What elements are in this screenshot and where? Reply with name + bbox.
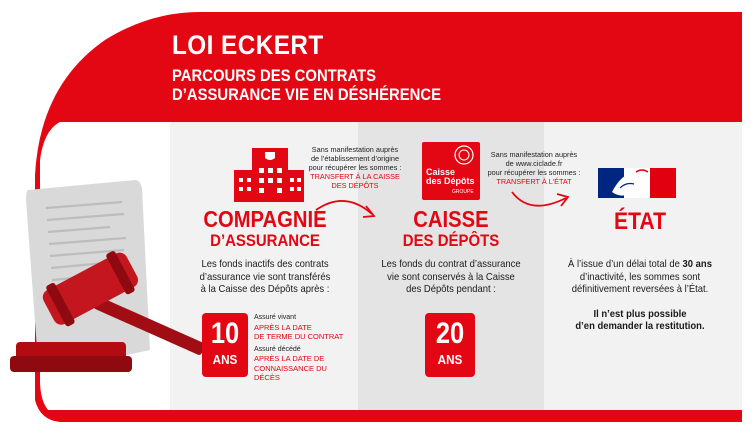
case1-value-2: DE TERME DU CONTRAT [254,332,344,341]
transfer-note-2 [486,150,582,186]
transfer-note-1 [296,145,414,190]
cdc-heading-1: CAISSE [413,206,489,232]
etat-text-1 [564,258,715,271]
transfer1-action1: TRANSFERT À LA CAISSE [310,172,400,181]
transfer2-line2: de www.ciclade.fr [505,159,563,168]
transfer1-action2: DES DÉPÔTS [331,181,379,190]
etat-text [556,258,724,333]
transfer2-line1: Sans manifestation auprès [490,150,578,159]
company-years-badge [202,313,248,377]
subtitle-line2: D’ASSURANCE VIE EN DÉSHÉRENCE [172,86,442,104]
cdc-logo-line2: des Dépôts [426,176,475,186]
case2-label: Assuré décédé [254,345,301,353]
company-text [180,258,350,296]
subtitle-line1: PARCOURS DES CONTRATS [172,67,377,85]
cdc-text [368,258,534,296]
transfer1-line3: pour récupérer les sommes : [308,163,402,172]
page-subtitle [172,67,460,105]
etat-text-3: définitivement reversées à l’État. [571,283,709,295]
cdc-heading-2: DES DÉPÔTS [402,231,500,250]
transfer1-line2: de l’établissement d’origine [310,154,400,163]
marianne-flag-logo [598,168,676,198]
cdc-years-number: 20 [435,317,465,350]
cdc-years-unit: ANS [437,352,463,367]
company-cases [254,314,354,383]
case2-value-2: CONNAISSANCE DU DÉCÈS [254,363,327,382]
cdc-logo-line3: GROUPE [452,189,474,195]
transfer2-line3: pour récupérer les sommes : [487,168,581,177]
company-heading-1: COMPAGNIE [203,206,327,232]
company-text-1: Les fonds inactifs des contrats [201,258,329,270]
company-years-number: 10 [210,317,240,350]
page-title: LOI ECKERT [172,30,324,60]
company-heading-2: D’ASSURANCE [210,231,320,250]
cdc-text-3: des Dépôts pendant : [406,283,496,295]
company-text-2: d’assurance vie sont transférés [199,270,331,283]
case2-value-1: APRÈS LA DATE DE [254,354,325,363]
transfer2-action1: TRANSFERT À L’ÉTAT [496,177,572,186]
company-text-3: à la Caisse des Dépôts après : [200,283,330,295]
company-years-unit: ANS [212,352,238,367]
etat-heading: ÉTAT [613,208,667,235]
cdc-logo-line1: Caisse [426,167,456,177]
caisse-des-depots-logo [422,142,480,200]
cdc-text-1: Les fonds du contrat d’assurance [381,258,521,270]
case1-value-1: APRÈS LA DATE [254,322,312,332]
case1-label: Assuré vivant [254,314,297,321]
etat-text-1-pre: À l’issue d’un délai total de [568,258,683,270]
etat-text-1-bold: 30 ans [682,258,712,270]
etat-final-2: d’en demander la restitution. [575,320,705,332]
etat-final-1: Il n’est plus possible [593,307,687,320]
transfer1-line1: Sans manifestation auprès [311,145,399,154]
cdc-text-2: vie sont conservés à la Caisse [387,270,515,283]
etat-text-2: d’inactivité, les sommes sont [579,270,701,283]
cdc-years-badge [425,313,475,377]
